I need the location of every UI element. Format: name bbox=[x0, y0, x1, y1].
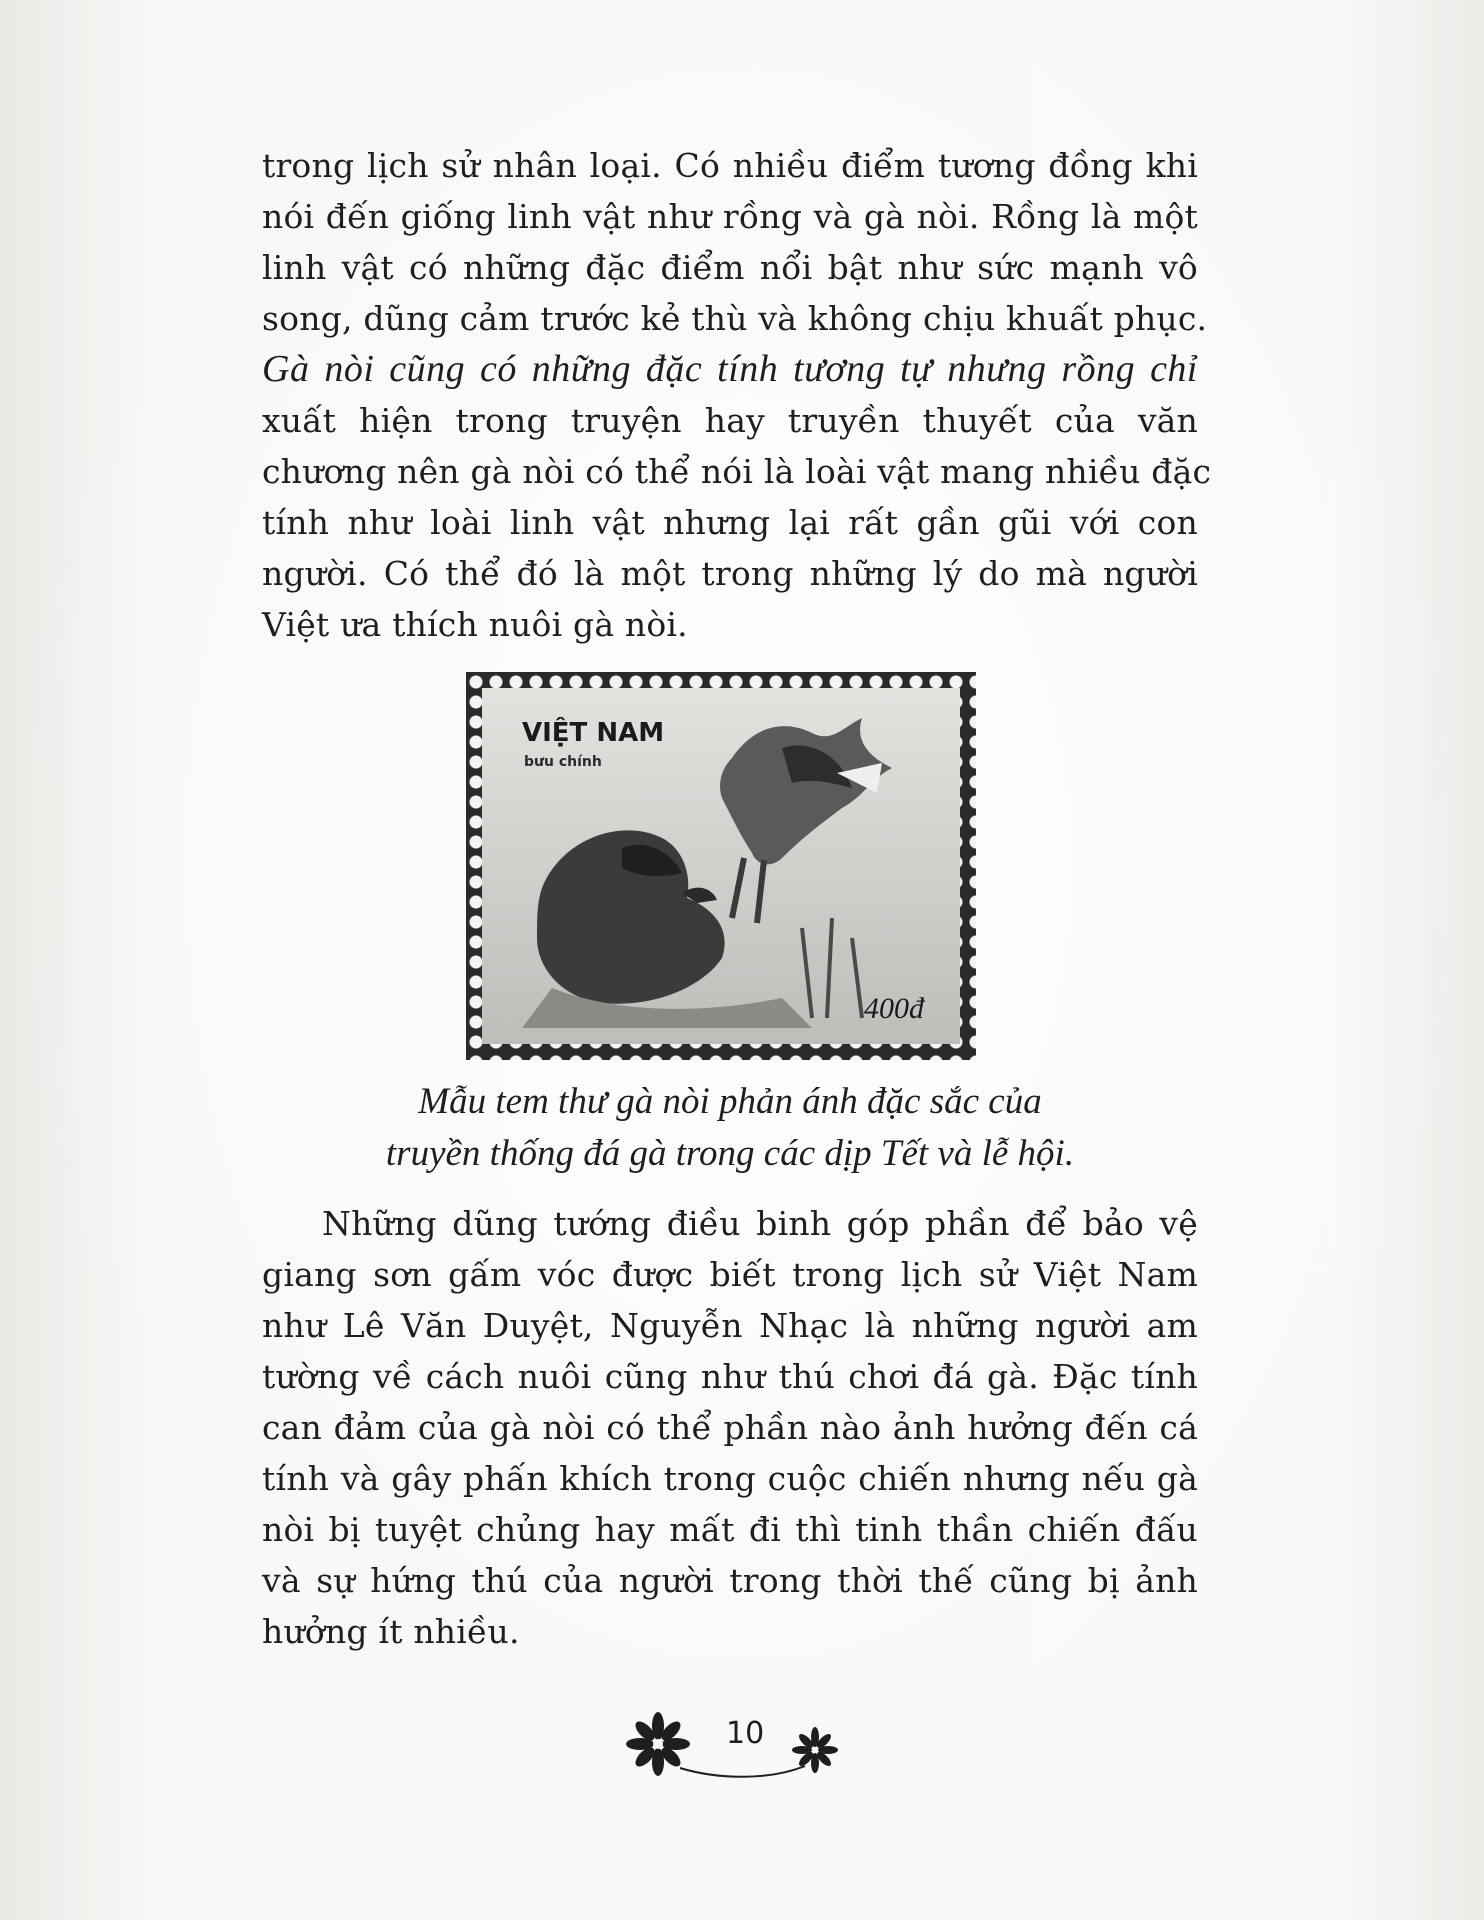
text-line: song, dũng cảm trước kẻ thù và không chịu khuất phục. bbox=[262, 299, 1208, 338]
text-line: Những dũng tướng điều binh góp phần để bảo vệ bbox=[322, 1204, 1198, 1243]
stamp-country-label: VIỆT NAM bbox=[522, 718, 665, 748]
postage-stamp-image bbox=[466, 672, 976, 1060]
text-line: tường về cách nuôi cũng như thú chơi đá gà. Đặc tính bbox=[262, 1357, 1198, 1396]
text-line: giang sơn gấm vóc được biết trong lịch sử Việt Nam bbox=[262, 1255, 1198, 1294]
text-line: hưởng ít nhiều. bbox=[262, 1612, 520, 1651]
text-line: chương nên gà nòi có thể nói là loài vật mang nhiều đặc bbox=[262, 452, 1212, 491]
text-line-italic: Gà nòi cũng có những đặc tính tương tự nhưng rồng chỉ bbox=[262, 348, 1198, 390]
text-line: Việt ưa thích nuôi gà nòi. bbox=[262, 605, 688, 644]
text-line: tính như loài linh vật nhưng lại rất gần gũi với con bbox=[262, 503, 1198, 542]
text-line: nòi bị tuyệt chủng hay mất đi thì tinh thần chiến đấu bbox=[262, 1510, 1198, 1549]
text-line: tính và gây phấn khích trong cuộc chiến nhưng nếu gà bbox=[262, 1459, 1198, 1498]
text-line: xuất hiện trong truyện hay truyền thuyết của văn bbox=[262, 401, 1198, 440]
paragraph-2 bbox=[262, 1198, 1198, 1657]
text-line: và sự hứng thú của người trong thời thế cũng bị ảnh bbox=[262, 1561, 1198, 1600]
stamp-picture bbox=[482, 688, 960, 1044]
text-line: trong lịch sử nhân loại. Có nhiều điểm tương đồng khi bbox=[262, 146, 1198, 185]
stamp-face-value: 400đ bbox=[864, 992, 924, 1025]
paragraph-1 bbox=[262, 140, 1212, 650]
image-caption-line-2: truyền thống đá gà trong các dịp Tết và lễ hội. bbox=[385, 1133, 1075, 1174]
text-line: nói đến giống linh vật như rồng và gà nòi. Rồng là một bbox=[262, 197, 1198, 236]
text-line: như Lê Văn Duyệt, Nguyễn Nhạc là những người am bbox=[262, 1306, 1198, 1345]
text-line: người. Có thể đó là một trong những lý do mà người bbox=[262, 554, 1198, 593]
page-number: 10 bbox=[726, 1716, 765, 1751]
image-caption-line-1: Mẫu tem thư gà nòi phản ánh đặc sắc của bbox=[418, 1081, 1042, 1122]
text-line: can đảm của gà nòi có thể phần nào ảnh hưởng đến cá bbox=[262, 1408, 1198, 1447]
stamp-subtitle: bưu chính bbox=[524, 754, 602, 770]
text-line: linh vật có những đặc điểm nổi bật như sức mạnh vô bbox=[262, 248, 1198, 287]
